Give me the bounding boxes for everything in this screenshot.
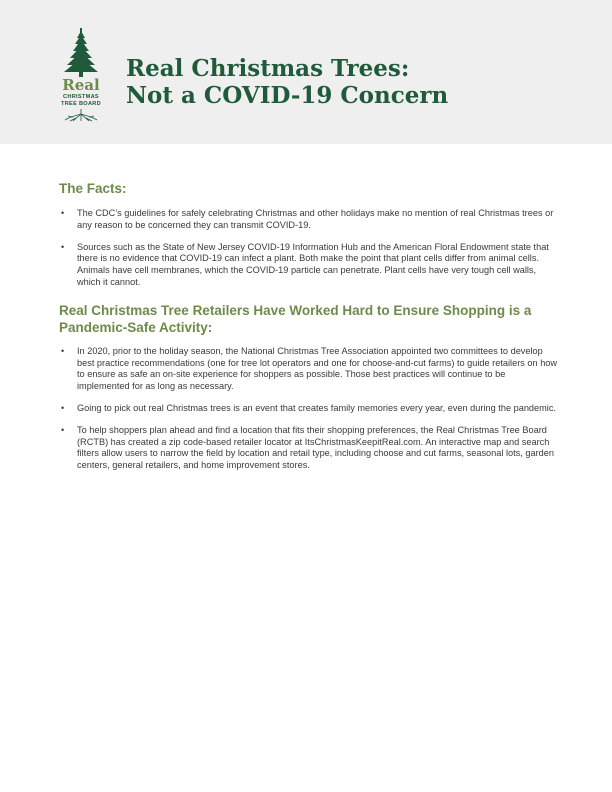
list-item	[59, 208, 559, 232]
page-title-line1: Real Christmas Trees:	[126, 55, 410, 82]
retailers-heading: Real Christmas Tree Retailers Have Worked Hard to Ensure Shopping is a Pandemic-Safe Activity:	[59, 302, 532, 335]
list-item	[59, 403, 559, 415]
list-item	[59, 425, 559, 472]
list-item	[59, 346, 559, 393]
rctb-logo	[55, 28, 107, 124]
logo-subtitle-line2: TREE BOARD	[61, 101, 101, 107]
facts-bullet-text: Sources such as the State of New Jersey COVID-19 Information Hub and the American Floral Endowment state that there is no evidence that COVID-19 can infect a plant. Both make the point that plant cells differ from animal cells. Animals have cell membranes, which the COVID-19 particle can penetrate. Plant cells have very tough cell walls, which it cannot.	[77, 241, 549, 287]
facts-bullet-text: The CDC’s guidelines for safely celebrating Christmas and other holidays make no mention of real Christmas trees or any reason to be concerned they can transmit COVID-19.	[77, 208, 554, 230]
main-content	[59, 180, 559, 482]
retailers-bullet-text: To help shoppers plan ahead and find a location that fits their shopping preferences, the Real Christmas Tree Board (RCTB) has created a zip code-based retailer locator at ItsChristmasKeepitReal.com. An interactive map and search filters allow users to narrow the field by location and retail type, including choose and cut farms, seasonal lots, garden centers, general retailers, and home improvement stores.	[77, 424, 554, 471]
retailers-bullet-text: In 2020, prior to the holiday season, the National Christmas Tree Association appointed two committees to develop best practice recommendations (one for tree lot operators and one for choose-and-cut farms) to guide retailers on how to ensure as safe an on-site experience for shoppers as possible. Those best practices will continue to be implemented for as long as necessary.	[77, 345, 558, 392]
bullet-icon: •	[61, 241, 65, 252]
bullet-icon: •	[61, 208, 65, 218]
logo-subtitle-line1: CHRISTMAS	[63, 94, 99, 100]
logo-wordmark: Real	[62, 76, 100, 94]
page-title	[126, 55, 546, 109]
bullet-icon: •	[61, 402, 65, 413]
page-title-line2: Not a COVID-19 Concern	[126, 82, 449, 109]
facts-heading: The Facts:	[59, 181, 127, 196]
list-item	[59, 242, 559, 289]
retailers-bullet-text: Going to pick out real Christmas trees is an event that creates family memories every year, even during the pandemic.	[77, 402, 556, 413]
facts-list	[59, 208, 559, 289]
roots-icon	[61, 108, 101, 122]
bullet-icon: •	[61, 345, 65, 356]
christmas-tree-icon	[55, 28, 107, 78]
bullet-icon: •	[61, 424, 65, 435]
page-header	[0, 0, 612, 144]
retailers-list	[59, 346, 559, 472]
